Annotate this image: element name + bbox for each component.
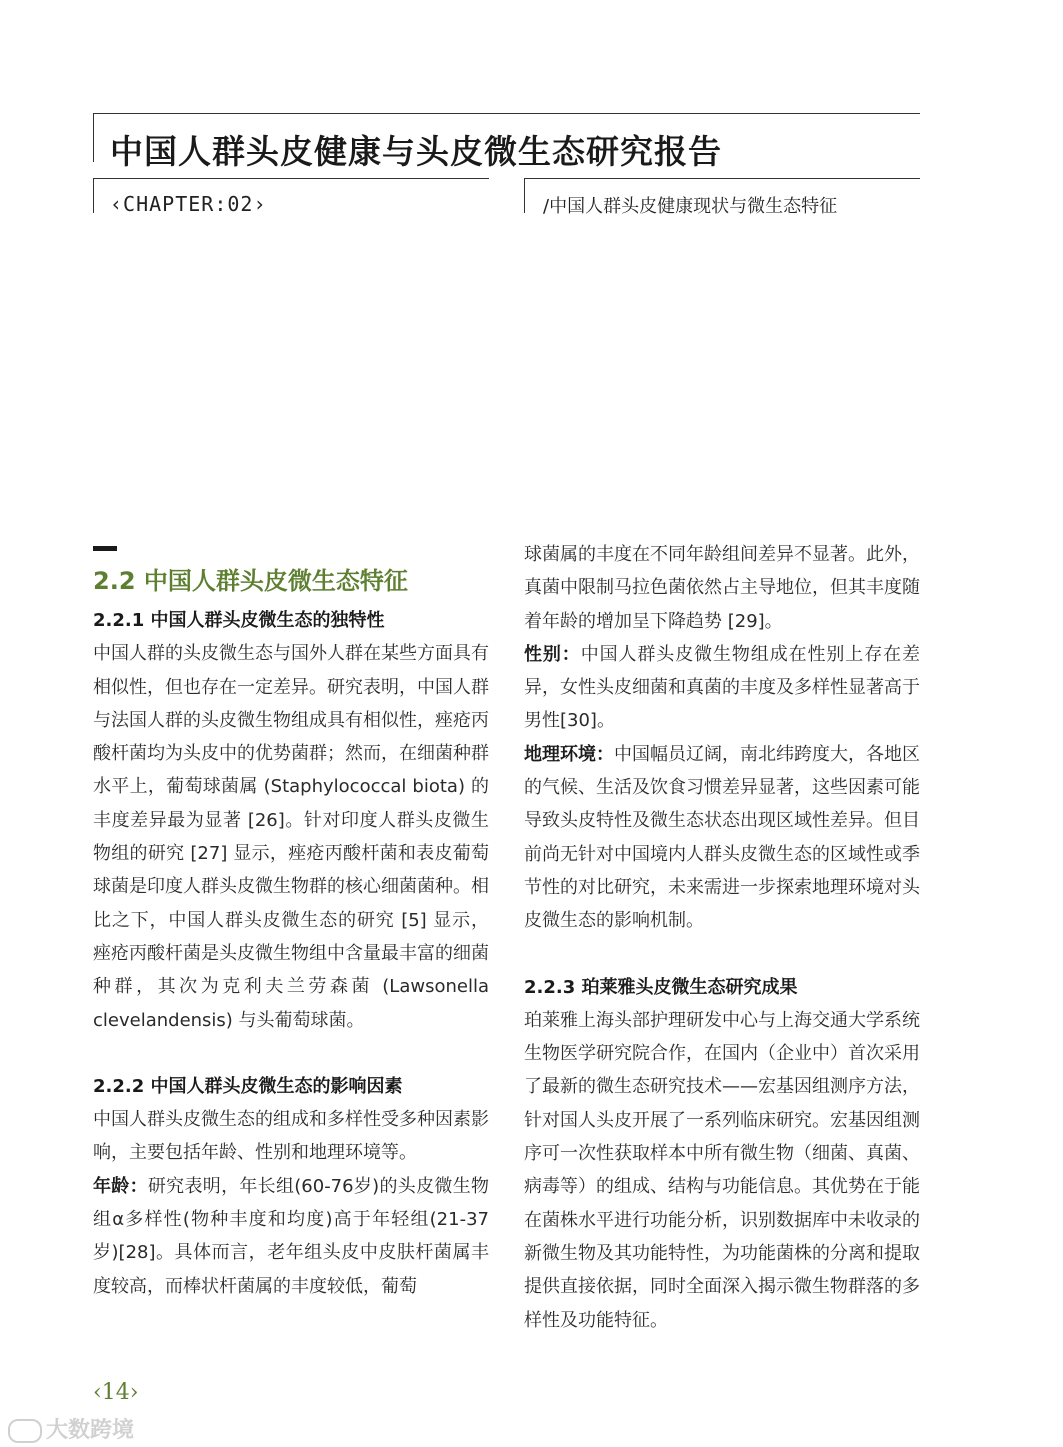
chapter-box [93,178,489,216]
chapter-label: ‹CHAPTER:02› [110,192,267,216]
paragraph-proya-research: 珀莱雅上海头部护理研发中心与上海交通大学系统生物医学研究院合作，在国内（企业中）首次采用了最新的微生态研究技术——宏基因组测序方法，针对国人头皮开展了一系列临床研究。宏基因组测序可一次性获取样本中所有微生物（细菌、真菌、病毒等）的组成、结构与功能信息。其优势在于能在菌株水平进行功能分析，识别数据库中未收录的新微生物及其功能特性，为功能菌株的分离和提取提供直接依据，同时全面深入揭示微生物群落的多样性及功能特征。 [524,1009,920,1331]
paragraph-uniqueness: 中国人群的头皮微生态与国外人群在某些方面具有相似性，但也存在一定差异。研究表明，中国人群与法国人群的头皮微生物组成具有相似性，痤疮丙酸杆菌均为头皮中的优势菌群；然而，在细菌种群水平上，葡萄球菌属 (Staphylococcal biota) 的丰度差异最为显著 [26]。针对印度人群头皮微生物组的研究 [27] 显示，痤疮丙酸杆菌和表皮葡萄球菌是印度人群头皮微生物群的核心细菌菌种。相比之下，中国人群头皮微生态的研究 [5] 显示，痤疮丙酸杆菌是头皮微生物组中含量最丰富的细菌种群，其次为克利夫兰劳森菌 (Lawsonella clevelandensis) 与头葡萄球菌。 [93,643,489,1031]
geography-text: 中国幅员辽阔，南北纬跨度大，各地区的气候、生活及饮食习惯差异显著，这些因素可能导致头皮特性及微生态状态出现区域性差异。但目前尚无针对中国境内人群头皮微生态的区域性或季节性的对比研究，未来需进一步探索地理环境对头皮微生态的影响机制。 [524,743,920,932]
paragraph-age [93,1170,489,1303]
subsection-heading-2-2-3: 2.2.3 珀莱雅头皮微生态研究成果 [524,976,798,998]
paragraph-factors-intro: 中国人群头皮微生态的组成和多样性受多种因素影响，主要包括年龄、性别和地理环境等。 [93,1109,489,1164]
subsection-heading-2-2-2: 2.2.2 中国人群头皮微生态的影响因素 [93,1075,403,1097]
chapter-subtitle: /中国人群头皮健康现状与微生态特征 [543,196,838,217]
paragraph-age-continued: 球菌属的丰度在不同年龄组间差异不显著。此外，真菌中限制马拉色菌依然占主导地位，但其丰度随着年龄的增加呈下降趋势 [29]。 [524,544,920,632]
report-title: 中国人群头皮健康与头皮微生态研究报告 [110,132,722,171]
section-marker [93,546,117,551]
watermark-text: 大数跨境 [46,1418,135,1443]
watermark-logo-icon [8,1419,42,1443]
paragraph-gender [524,638,920,738]
subsection-heading-2-2-1: 2.2.1 中国人群头皮微生态的独特性 [93,610,385,631]
left-column [93,604,489,1303]
page-number: ‹14› [93,1380,139,1405]
section-title: 2.2 中国人群头皮微生态特征 [93,567,408,595]
report-title-box [93,113,920,171]
age-text: 研究表明，年长组(60-76岁)的头皮微生物组α多样性(物种丰度和均度)高于年轻组(21-37岁)[28]。具体而言，老年组头皮中皮肤杆菌属丰度较高，而棒状杆菌属的丰度较低，葡萄 [93,1175,489,1297]
age-label: 年龄： [93,1175,148,1197]
geography-label: 地理环境： [524,743,614,765]
gender-text: 中国人群头皮微生物组成在性别上存在差异，女性头皮细菌和真菌的丰度及多样性显著高于男性[30]。 [524,643,921,732]
chapter-subtitle-box [524,178,920,217]
right-column [524,538,920,1337]
gender-label: 性别： [524,643,581,665]
paragraph-geography [524,738,920,938]
watermark [8,1413,134,1444]
